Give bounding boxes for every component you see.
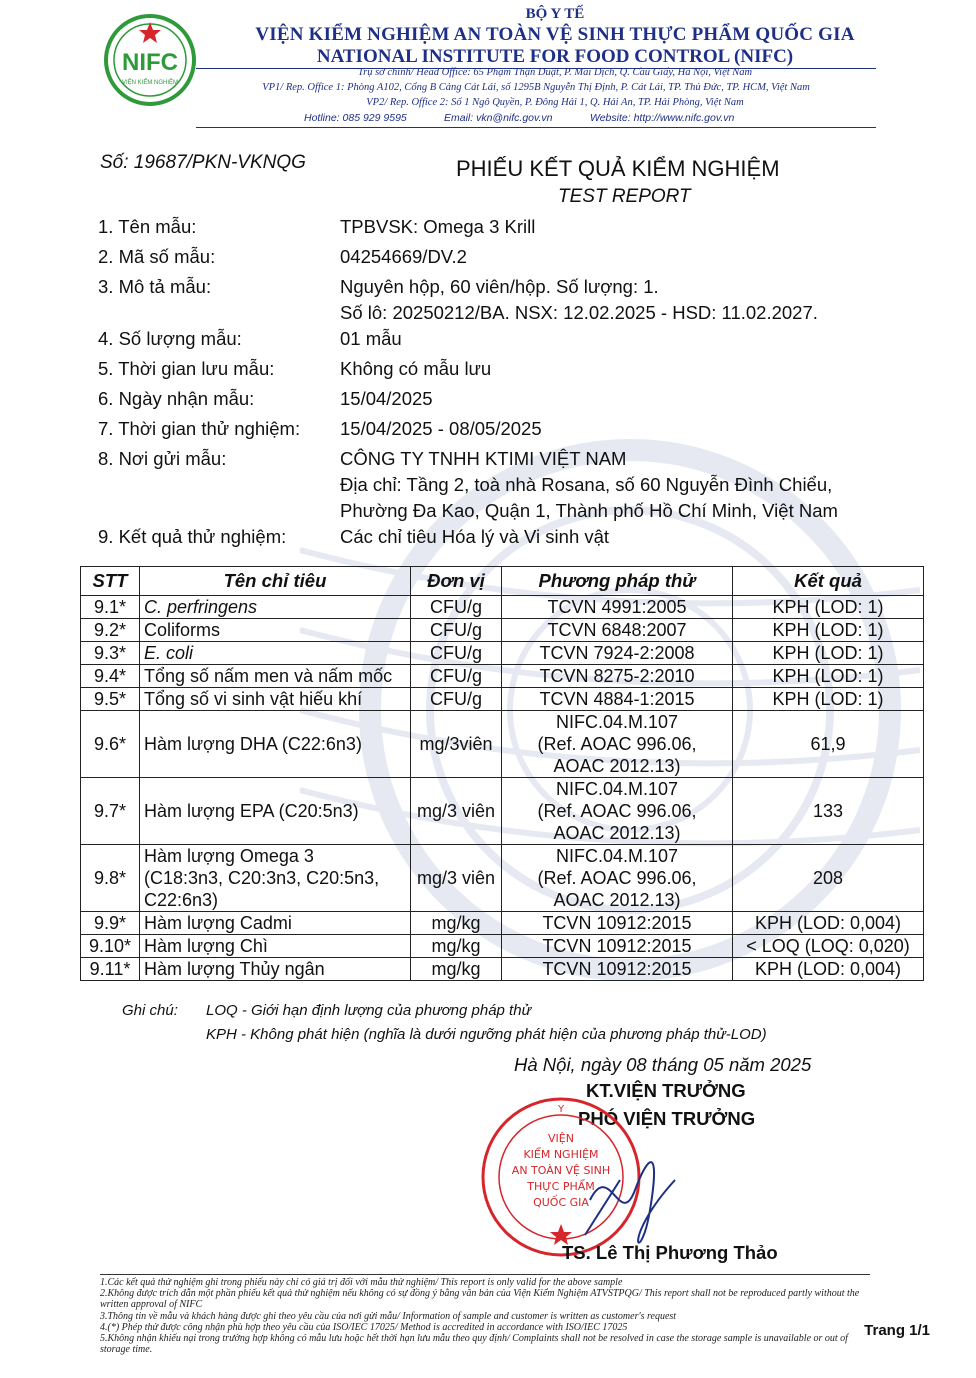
info-label-retention: 5. Thời gian lưu mẫu:	[98, 358, 275, 379]
svg-text:QUỐC GIA: QUỐC GIA	[533, 1196, 589, 1209]
row-result: 61,9	[733, 711, 924, 778]
row-stt: 9.4*	[81, 665, 140, 688]
place-date: Hà Nội, ngày 08 tháng 05 năm 2025	[514, 1054, 812, 1075]
row-method: TCVN 4884-1:2015	[502, 688, 733, 711]
row-stt: 9.11*	[81, 958, 140, 981]
row-method: NIFC.04.M.107 (Ref. AOAC 996.06, AOAC 2012.13)	[502, 711, 733, 778]
institute-name-vi: VIỆN KIỂM NGHIỆM AN TOÀN VỆ SINH THỰC PHẨM QUỐC GIA	[255, 24, 855, 45]
row-test-name: Coliforms	[140, 619, 411, 642]
info-value-quantity: 01 mẫu	[340, 328, 402, 349]
table-row	[81, 935, 924, 958]
footer-note-2: 2.Không được trích dẫn một phần phiếu kết quả thử nghiệm nếu không có sự đồng ý bằng văn bản của Viện Kiểm Nghiệm ATVSTPQG/ This report shall not be reproduced partly without the written approval of NIFC	[100, 1288, 860, 1310]
svg-text:Y: Y	[557, 1104, 565, 1115]
row-test-name: Hàm lượng EPA (C20:5n3)	[140, 778, 411, 845]
row-method: TCVN 7924-2:2008	[502, 642, 733, 665]
table-row	[81, 711, 924, 778]
row-result: KPH (LOD: 1)	[733, 665, 924, 688]
svg-text:THỰC PHẨM: THỰC PHẨM	[527, 1180, 595, 1193]
info-value-sample-code: 04254669/DV.2	[340, 246, 467, 267]
row-method: TCVN 10912:2015	[502, 935, 733, 958]
row-unit: mg/kg	[411, 958, 502, 981]
handwritten-signature	[580, 1140, 690, 1250]
row-test-name: C. perfringens	[140, 596, 411, 619]
note-loq: LOQ - Giới hạn định lượng của phương pháp thử	[206, 1002, 532, 1019]
svg-text:AN TOÀN VỆ SINH: AN TOÀN VỆ SINH	[511, 1164, 611, 1177]
info-value-sample-name: TPBVSK: Omega 3 Krill	[340, 216, 536, 237]
info-label-result: 9. Kết quả thử nghiệm:	[98, 526, 287, 547]
table-row	[81, 642, 924, 665]
info-label-quantity: 4. Số lượng mẫu:	[98, 328, 242, 349]
svg-text:NIFC: NIFC	[122, 49, 178, 76]
page-number: Trang 1/1	[864, 1322, 930, 1339]
info-label-received-date: 6. Ngày nhận mẫu:	[98, 388, 255, 409]
row-test-name: E. coli	[140, 642, 411, 665]
row-stt: 9.1*	[81, 596, 140, 619]
row-unit: mg/kg	[411, 935, 502, 958]
row-method: TCVN 4991:2005	[502, 596, 733, 619]
info-label-sample-code: 2. Mã số mẫu:	[98, 246, 216, 267]
info-value-description: Nguyên hộp, 60 viên/hộp. Số lượng: 1.	[340, 276, 659, 297]
results-table	[80, 566, 924, 981]
col-header-method: Phương pháp thử	[502, 567, 733, 596]
svg-text:VIỆN KIỂM NGHIỆM: VIỆN KIỂM NGHIỆM	[121, 80, 179, 86]
row-test-name: Hàm lượng DHA (C22:6n3)	[140, 711, 411, 778]
row-result: KPH (LOD: 0,004)	[733, 958, 924, 981]
footer-note-1: 1.Các kết quả thử nghiệm ghi trong phiếu này chỉ có giá trị đối với mẫu thử nghiệm/ This report is only valid for the above sample	[100, 1277, 623, 1288]
row-result: 208	[733, 845, 924, 912]
table-row	[81, 619, 924, 642]
row-result: < LOQ (LOQ: 0,020)	[733, 935, 924, 958]
report-number: Số: 19687/PKN-VKNQG	[100, 152, 306, 173]
row-unit: CFU/g	[411, 688, 502, 711]
table-header-row	[81, 567, 924, 596]
col-header-unit: Đơn vị	[411, 567, 502, 596]
table-row	[81, 688, 924, 711]
row-result: KPH (LOD: 1)	[733, 619, 924, 642]
row-result: KPH (LOD: 1)	[733, 642, 924, 665]
notes-label: Ghi chú:	[122, 1002, 178, 1019]
row-unit: CFU/g	[411, 596, 502, 619]
footer-note-5: 5.Không nhận khiếu nại trong trường hợp không có mẫu lưu hoặc hết thời hạn lưu mẫu theo quy định/ Complaints shall not be resolved in case the storage sample is unavailable or out of storage time.	[100, 1333, 848, 1355]
rep-office-2-address: VP2/ Rep. Office 2: Số 1 Ngô Quyền, P. Đông Hải 1, Q. Hải An, TP. Hải Phòng, Việt Nam	[366, 97, 744, 108]
row-stt: 9.9*	[81, 912, 140, 935]
info-value-received-date: 15/04/2025	[340, 388, 433, 409]
signer-name: TS. Lê Thị Phương Thảo	[562, 1242, 778, 1263]
row-test-name: Hàm lượng Thủy ngân	[140, 958, 411, 981]
hotline: Hotline: 085 929 9595	[304, 112, 407, 124]
row-stt: 9.6*	[81, 711, 140, 778]
row-unit: CFU/g	[411, 665, 502, 688]
info-label-sender: 8. Nơi gửi mẫu:	[98, 448, 227, 469]
info-value-retention: Không có mẫu lưu	[340, 358, 492, 379]
footer-note-3: 3.Thông tin về mẫu và khách hàng được ghi theo yêu cầu của nơi gửi mẫu/ Information of sample and customer is written as customer's request	[100, 1311, 677, 1322]
svg-text:VIỆN: VIỆN	[548, 1132, 574, 1145]
footer-divider	[100, 1274, 870, 1275]
signer-role-2: PHÓ VIỆN TRƯỞNG	[578, 1108, 756, 1129]
row-method: TCVN 10912:2015	[502, 958, 733, 981]
table-row	[81, 778, 924, 845]
nifc-logo	[104, 14, 196, 106]
report-subtitle: TEST REPORT	[558, 186, 691, 207]
ministry-name: BỘ Y TẾ	[525, 6, 585, 22]
table-row	[81, 596, 924, 619]
info-value-sender-address-2: Phường Đa Kao, Quận 1, Thành phố Hồ Chí Minh, Việt Nam	[340, 500, 838, 521]
table-row	[81, 665, 924, 688]
email: Email: vkn@nifc.gov.vn	[444, 112, 553, 124]
info-value-sender: CÔNG TY TNHH KTIMI VIỆT NAM	[340, 448, 627, 469]
col-header-result: Kết quả	[733, 567, 924, 596]
row-method: TCVN 6848:2007	[502, 619, 733, 642]
svg-text:KIỂM NGHIỆM: KIỂM NGHIỆM	[523, 1148, 599, 1161]
row-test-name: Hàm lượng Cadmi	[140, 912, 411, 935]
info-label-description: 3. Mô tả mẫu:	[98, 276, 212, 297]
row-result: KPH (LOD: 1)	[733, 596, 924, 619]
row-unit: mg/kg	[411, 912, 502, 935]
info-label-test-period: 7. Thời gian thử nghiệm:	[98, 418, 301, 439]
website: Website: http://www.nifc.gov.vn	[590, 112, 735, 124]
rep-office-1-address: VP1/ Rep. Office 1: Phòng A102, Cổng B Cảng Cát Lái, số 1295B Nguyễn Thị Định, P. Cát Lái, TP. Thủ Đức, TP. HCM, Việt Nam	[262, 82, 810, 93]
institute-name-en: NATIONAL INSTITUTE FOR FOOD CONTROL (NIFC)	[316, 46, 794, 67]
row-test-name: Tổng số nấm men và nấm mốc	[140, 665, 411, 688]
col-header-name: Tên chỉ tiêu	[140, 567, 411, 596]
row-method: TCVN 10912:2015	[502, 912, 733, 935]
row-unit: mg/3 viên	[411, 845, 502, 912]
report-title: PHIẾU KẾT QUẢ KIỂM NGHIỆM	[456, 156, 780, 181]
row-unit: mg/3 viên	[411, 778, 502, 845]
table-row	[81, 958, 924, 981]
row-test-name: Hàm lượng Omega 3 (C18:3n3, C20:3n3, C20:5n3, C22:6n3)	[140, 845, 411, 912]
head-office-address: Trụ sở chính/ Head Office: 65 Phạm Thận Duật, P. Mai Dịch, Q. Cầu Giấy, Hà Nội, Việt Nam	[357, 67, 753, 78]
row-stt: 9.10*	[81, 935, 140, 958]
info-value-description-lot: Số lô: 20250212/BA. NSX: 12.02.2025 - HSD: 11.02.2027.	[340, 302, 818, 323]
info-value-sender-address-1: Địa chỉ: Tầng 2, toà nhà Rosana, số 60 Nguyễn Đình Chiểu,	[340, 474, 833, 495]
row-result: 133	[733, 778, 924, 845]
table-row	[81, 912, 924, 935]
row-method: NIFC.04.M.107 (Ref. AOAC 996.06, AOAC 2012.13)	[502, 778, 733, 845]
info-label-sample-name: 1. Tên mẫu:	[98, 216, 197, 237]
row-stt: 9.2*	[81, 619, 140, 642]
row-test-name: Tổng số vi sinh vật hiếu khí	[140, 688, 411, 711]
row-unit: CFU/g	[411, 642, 502, 665]
note-kph: KPH - Không phát hiện (nghĩa là dưới ngưỡng phát hiện của phương pháp thử-LOD)	[206, 1026, 767, 1043]
info-value-result: Các chỉ tiêu Hóa lý và Vi sinh vật	[340, 526, 610, 547]
row-method: TCVN 8275-2:2010	[502, 665, 733, 688]
col-header-stt: STT	[81, 567, 140, 596]
table-row	[81, 845, 924, 912]
row-method: NIFC.04.M.107 (Ref. AOAC 996.06, AOAC 2012.13)	[502, 845, 733, 912]
row-unit: mg/3viên	[411, 711, 502, 778]
row-stt: 9.3*	[81, 642, 140, 665]
signer-role-1: KT.VIỆN TRƯỞNG	[586, 1080, 746, 1101]
row-stt: 9.8*	[81, 845, 140, 912]
row-unit: CFU/g	[411, 619, 502, 642]
row-test-name: Hàm lượng Chì	[140, 935, 411, 958]
row-stt: 9.7*	[81, 778, 140, 845]
header-bottom-line	[196, 127, 876, 128]
row-result: KPH (LOD: 0,004)	[733, 912, 924, 935]
footer-note-4: 4.(*) Phép thử được công nhận phù hợp theo yêu cầu của ISO/IEC 17025/ Method is accredited in accordance with ISO/IEC 17025	[100, 1322, 628, 1333]
row-stt: 9.5*	[81, 688, 140, 711]
info-value-test-period: 15/04/2025 - 08/05/2025	[340, 418, 542, 439]
row-result: KPH (LOD: 1)	[733, 688, 924, 711]
